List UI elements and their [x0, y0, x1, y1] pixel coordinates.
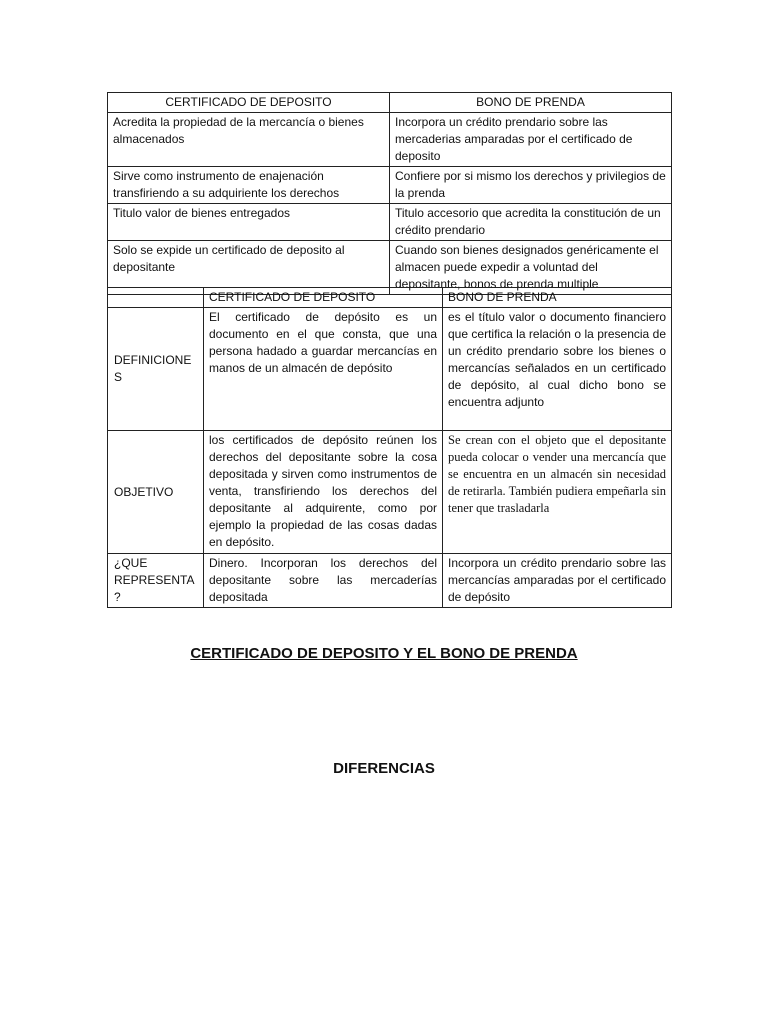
- row-label: OBJETIVO: [108, 431, 204, 554]
- comparison-table: [107, 92, 672, 295]
- table-cell: Titulo accesorio que acredita la constitución de un crédito prendario: [390, 204, 672, 241]
- table-cell: Confiere por si mismo los derechos y privilegios de la prenda: [390, 167, 672, 204]
- header-bono: BONO DE PRENDA: [390, 93, 672, 113]
- section-heading: DIFERENCIAS: [333, 760, 435, 777]
- table-row: [108, 554, 672, 608]
- table-cell: los certificados de depósito reúnen los derechos del depositante sobre la cosa depositada y sirven como instrumentos de venta, transfiriendo los derechos del depositante al adquirente, como por ejemplo la propiedad de las cosas dadas en depósito.: [204, 431, 443, 554]
- row-label: DEFINICIONES: [108, 308, 204, 431]
- table-cell: es el título valor o documento financiero que certifica la relación o la presencia de un crédito prendario sobre los bienes o mercancías señalados en un certificado de depósito, al cual dicho bono se encuentra adjunto: [443, 308, 672, 431]
- table-row: [108, 431, 672, 554]
- table-row: [108, 113, 672, 167]
- header-certificado: CERTIFICADO DE DEPOSITO: [108, 93, 390, 113]
- row-label: ¿QUE REPRESENTA?: [108, 554, 204, 608]
- table-row: [108, 204, 672, 241]
- table-cell: Incorpora un crédito prendario sobre las mercancías amparadas por el certificado de depósito: [443, 554, 672, 608]
- page-title: CERTIFICADO DE DEPOSITO Y EL BONO DE PRENDA: [190, 645, 578, 662]
- header-empty: [108, 288, 204, 308]
- table-cell: Solo se expide un certificado de deposito al depositante: [108, 241, 390, 295]
- header-certificado: CERTIFICADO DE DEPOSITO: [204, 288, 443, 308]
- detail-table: [107, 287, 672, 608]
- table-cell: Se crean con el objeto que el depositante pueda colocar o vender una mercancía que se encuentra en un almacén sin necesidad de retirarla. También pudiera empeñarla sin tener que trasladarla: [443, 431, 672, 554]
- header-bono: BONO DE PRENDA: [443, 288, 672, 308]
- table-cell: Sirve como instrumento de enajenación transfiriendo a su adquiriente los derechos: [108, 167, 390, 204]
- table-cell: Titulo valor de bienes entregados: [108, 204, 390, 241]
- table-header-row: [108, 288, 672, 308]
- table-cell: Cuando son bienes designados genéricamente el almacen puede expedir a voluntad del depositante, bonos de prenda multiple: [390, 241, 672, 295]
- table-header-row: [108, 93, 672, 113]
- table-row: [108, 308, 672, 431]
- table-cell: Incorpora un crédito prendario sobre las mercaderias amparadas por el certificado de deposito: [390, 113, 672, 167]
- table-cell: Dinero. Incorporan los derechos del depositante sobre las mercaderías depositada: [204, 554, 443, 608]
- table-row: [108, 167, 672, 204]
- table-cell: Acredita la propiedad de la mercancía o bienes almacenados: [108, 113, 390, 167]
- table-cell: El certificado de depósito es un documento en el que consta, que una persona hadado a guardar mercancías en manos de un almacén de depósito: [204, 308, 443, 431]
